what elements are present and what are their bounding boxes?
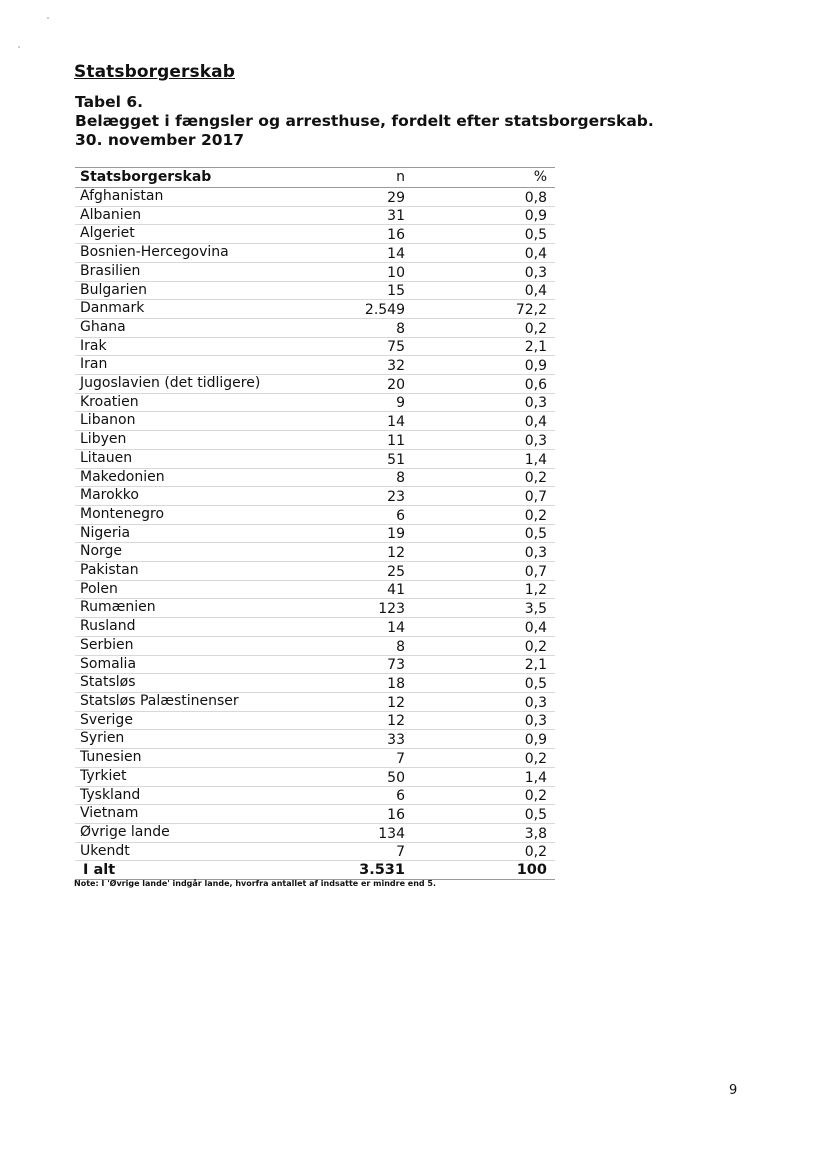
- table-row: [75, 206, 555, 225]
- count-cell: 2.549: [335, 300, 405, 319]
- count-cell: 12: [335, 543, 405, 562]
- country-cell: Ukendt: [75, 842, 335, 861]
- count-cell: 14: [335, 244, 405, 263]
- country-cell: Bulgarien: [75, 281, 335, 300]
- header-row: [75, 168, 555, 188]
- count-cell: 41: [335, 580, 405, 599]
- country-cell: Libanon: [75, 412, 335, 431]
- count-cell: 19: [335, 524, 405, 543]
- percent-cell: 0,2: [405, 468, 555, 487]
- table-row: [75, 674, 555, 693]
- country-cell: Øvrige lande: [75, 823, 335, 842]
- count-cell: 7: [335, 842, 405, 861]
- count-cell: 51: [335, 449, 405, 468]
- table-caption: [75, 93, 654, 150]
- percent-cell: 0,2: [405, 636, 555, 655]
- header-citizenship: Statsborgerskab: [75, 168, 335, 188]
- percent-cell: 0,3: [405, 393, 555, 412]
- table-row: [75, 505, 555, 524]
- count-cell: 23: [335, 487, 405, 506]
- count-cell: 20: [335, 375, 405, 394]
- count-cell: 6: [335, 505, 405, 524]
- table-title-line1: Belægget i fængsler og arresthuse, fordelt efter statsborgerskab.: [75, 112, 654, 130]
- count-cell: 123: [335, 599, 405, 618]
- percent-cell: 1,4: [405, 767, 555, 786]
- percent-cell: 0,4: [405, 618, 555, 637]
- total-row: [75, 861, 555, 880]
- table-row: [75, 188, 555, 207]
- count-cell: 16: [335, 805, 405, 824]
- percent-cell: 0,2: [405, 318, 555, 337]
- country-cell: Somalia: [75, 655, 335, 674]
- table-row: [75, 599, 555, 618]
- table-row: [75, 823, 555, 842]
- country-cell: Afghanistan: [75, 188, 335, 207]
- header-count: n: [335, 168, 405, 188]
- table-row: [75, 393, 555, 412]
- count-cell: 6: [335, 786, 405, 805]
- table-number: Tabel 6.: [75, 93, 144, 111]
- country-cell: Bosnien-Hercegovina: [75, 244, 335, 263]
- percent-cell: 0,3: [405, 431, 555, 450]
- percent-cell: 0,5: [405, 674, 555, 693]
- country-cell: Kroatien: [75, 393, 335, 412]
- table-row: [75, 655, 555, 674]
- percent-cell: 2,1: [405, 655, 555, 674]
- percent-cell: 0,7: [405, 487, 555, 506]
- table-footer: [75, 861, 555, 880]
- count-cell: 14: [335, 412, 405, 431]
- country-cell: Rumænien: [75, 599, 335, 618]
- count-cell: 12: [335, 711, 405, 730]
- percent-cell: 1,2: [405, 580, 555, 599]
- header-percent: %: [405, 168, 555, 188]
- percent-cell: 3,8: [405, 823, 555, 842]
- table-title-line2: 30. november 2017: [75, 131, 245, 149]
- percent-cell: 0,7: [405, 562, 555, 581]
- country-cell: Irak: [75, 337, 335, 356]
- percent-cell: 0,9: [405, 206, 555, 225]
- percent-cell: 0,5: [405, 524, 555, 543]
- count-cell: 16: [335, 225, 405, 244]
- scan-speck: [47, 17, 49, 19]
- percent-cell: 0,2: [405, 786, 555, 805]
- count-cell: 29: [335, 188, 405, 207]
- table-row: [75, 543, 555, 562]
- count-cell: 8: [335, 468, 405, 487]
- table-row: [75, 711, 555, 730]
- table-note: Note: I 'Øvrige lande' indgår lande, hvorfra antallet af indsatte er mindre end 5.: [74, 879, 437, 888]
- country-cell: Brasilien: [75, 262, 335, 281]
- percent-cell: 0,2: [405, 842, 555, 861]
- percent-cell: 0,5: [405, 805, 555, 824]
- percent-cell: 0,2: [405, 749, 555, 768]
- percent-cell: 0,3: [405, 262, 555, 281]
- percent-cell: 0,2: [405, 505, 555, 524]
- country-cell: Ghana: [75, 318, 335, 337]
- table-row: [75, 786, 555, 805]
- percent-cell: 0,6: [405, 375, 555, 394]
- percent-cell: 0,8: [405, 188, 555, 207]
- citizenship-table: [75, 167, 555, 880]
- country-cell: Rusland: [75, 618, 335, 637]
- page-number: 9: [729, 1083, 738, 1098]
- scan-speck: [18, 46, 20, 48]
- percent-cell: 0,5: [405, 225, 555, 244]
- count-cell: 32: [335, 356, 405, 375]
- percent-cell: 2,1: [405, 337, 555, 356]
- table-body: [75, 188, 555, 861]
- country-cell: Makedonien: [75, 468, 335, 487]
- country-cell: Montenegro: [75, 505, 335, 524]
- percent-cell: 0,3: [405, 692, 555, 711]
- table-row: [75, 842, 555, 861]
- percent-cell: 0,9: [405, 356, 555, 375]
- count-cell: 12: [335, 692, 405, 711]
- percent-cell: 0,4: [405, 412, 555, 431]
- percent-cell: 1,4: [405, 449, 555, 468]
- table-row: [75, 356, 555, 375]
- total-percent: 100: [405, 861, 555, 880]
- total-label: I alt: [75, 861, 335, 880]
- count-cell: 15: [335, 281, 405, 300]
- country-cell: Algeriet: [75, 225, 335, 244]
- country-cell: Litauen: [75, 449, 335, 468]
- table-row: [75, 337, 555, 356]
- table-row: [75, 580, 555, 599]
- count-cell: 33: [335, 730, 405, 749]
- table-row: [75, 562, 555, 581]
- country-cell: Polen: [75, 580, 335, 599]
- country-cell: Albanien: [75, 206, 335, 225]
- country-cell: Jugoslavien (det tidligere): [75, 375, 335, 394]
- country-cell: Tyskland: [75, 786, 335, 805]
- country-cell: Statsløs Palæstinenser: [75, 692, 335, 711]
- table-row: [75, 730, 555, 749]
- table-row: [75, 375, 555, 394]
- country-cell: Iran: [75, 356, 335, 375]
- country-cell: Marokko: [75, 487, 335, 506]
- country-cell: Tunesien: [75, 749, 335, 768]
- table-header: [75, 168, 555, 188]
- count-cell: 18: [335, 674, 405, 693]
- table-row: [75, 767, 555, 786]
- country-cell: Statsløs: [75, 674, 335, 693]
- percent-cell: 72,2: [405, 300, 555, 319]
- country-cell: Nigeria: [75, 524, 335, 543]
- country-cell: Sverige: [75, 711, 335, 730]
- table-row: [75, 300, 555, 319]
- count-cell: 14: [335, 618, 405, 637]
- country-cell: Vietnam: [75, 805, 335, 824]
- table-row: [75, 524, 555, 543]
- table-row: [75, 805, 555, 824]
- table-row: [75, 225, 555, 244]
- table-row: [75, 449, 555, 468]
- total-count: 3.531: [335, 861, 405, 880]
- percent-cell: 0,4: [405, 281, 555, 300]
- count-cell: 9: [335, 393, 405, 412]
- percent-cell: 0,9: [405, 730, 555, 749]
- country-cell: Syrien: [75, 730, 335, 749]
- citizenship-table-wrapper: [75, 167, 555, 880]
- percent-cell: 0,4: [405, 244, 555, 263]
- count-cell: 50: [335, 767, 405, 786]
- table-row: [75, 636, 555, 655]
- count-cell: 7: [335, 749, 405, 768]
- count-cell: 75: [335, 337, 405, 356]
- table-row: [75, 487, 555, 506]
- table-row: [75, 262, 555, 281]
- country-cell: Pakistan: [75, 562, 335, 581]
- table-row: [75, 431, 555, 450]
- count-cell: 10: [335, 262, 405, 281]
- table-row: [75, 412, 555, 431]
- count-cell: 73: [335, 655, 405, 674]
- count-cell: 25: [335, 562, 405, 581]
- country-cell: Serbien: [75, 636, 335, 655]
- table-row: [75, 692, 555, 711]
- table-row: [75, 244, 555, 263]
- count-cell: 134: [335, 823, 405, 842]
- country-cell: Danmark: [75, 300, 335, 319]
- percent-cell: 0,3: [405, 543, 555, 562]
- count-cell: 8: [335, 636, 405, 655]
- country-cell: Libyen: [75, 431, 335, 450]
- country-cell: Tyrkiet: [75, 767, 335, 786]
- percent-cell: 0,3: [405, 711, 555, 730]
- table-row: [75, 618, 555, 637]
- count-cell: 31: [335, 206, 405, 225]
- table-row: [75, 749, 555, 768]
- section-heading: Statsborgerskab: [74, 62, 235, 82]
- count-cell: 11: [335, 431, 405, 450]
- country-cell: Norge: [75, 543, 335, 562]
- count-cell: 8: [335, 318, 405, 337]
- table-row: [75, 318, 555, 337]
- percent-cell: 3,5: [405, 599, 555, 618]
- table-row: [75, 468, 555, 487]
- table-row: [75, 281, 555, 300]
